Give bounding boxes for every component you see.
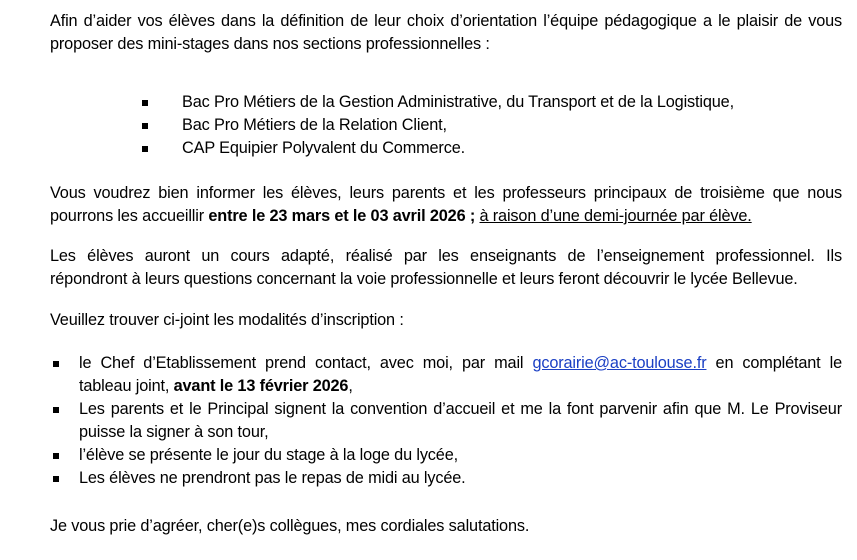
square-bullet-icon bbox=[142, 123, 148, 129]
section-label: CAP Equipier Polyvalent du Commerce. bbox=[182, 139, 465, 157]
step-1-prefix: le Chef d’Etablissement prend contact, avec moi, par mail bbox=[79, 354, 533, 372]
list-item bbox=[50, 91, 842, 114]
course-paragraph bbox=[50, 245, 842, 291]
square-bullet-icon bbox=[142, 100, 148, 106]
square-bullet-icon bbox=[142, 146, 148, 152]
info-line-2-prefix: pourrons les accueillir bbox=[50, 207, 209, 225]
modalities-list bbox=[50, 352, 842, 490]
step-1-line-2-prefix: tableau joint, bbox=[79, 377, 174, 395]
section-label: Bac Pro Métiers de la Gestion Administrative, du Transport et de la Logistique, bbox=[182, 93, 734, 111]
step-2-line-1: Les parents et le Principal signent la convention d’accueil et me la font parvenir afin que M. Le Proviseur bbox=[79, 400, 842, 418]
letter-body bbox=[50, 10, 842, 538]
dates-text: entre le 23 mars et le 03 avril 2026 ; bbox=[208, 207, 476, 225]
square-bullet-icon bbox=[53, 407, 59, 413]
intro-line-1: Afin d’aider vos élèves dans la définition de leur choix d’orientation l’équipe pédagogique a le plaisir de vous bbox=[50, 12, 842, 30]
step-3-text: l’élève se présente le jour du stage à la loge du lycée, bbox=[79, 446, 458, 464]
step-1-line-2-suffix: , bbox=[348, 377, 353, 395]
step-4-text: Les élèves ne prendront pas le repas de midi au lycée. bbox=[79, 469, 466, 487]
closing-salutation: Je vous prie d’agréer, cher(e)s collègues, mes cordiales salutations. bbox=[50, 517, 530, 535]
step-1-line-1 bbox=[79, 352, 842, 375]
list-item bbox=[50, 114, 842, 137]
course-line-2: répondront à leurs questions concernant la voie professionnelle et leurs feront découvrir le lycée Bellevue. bbox=[50, 270, 798, 288]
square-bullet-icon bbox=[53, 453, 59, 459]
deadline-text: avant le 13 février 2026 bbox=[173, 377, 349, 395]
step-2-line-2: puisse la signer à son tour, bbox=[79, 423, 269, 441]
list-item bbox=[50, 467, 842, 490]
frequency-text: à raison d’une demi-journée par élève. bbox=[479, 207, 752, 225]
info-line-2 bbox=[50, 205, 842, 228]
email-link[interactable]: gcorairie@ac-toulouse.fr bbox=[532, 354, 707, 372]
list-item bbox=[50, 444, 842, 467]
square-bullet-icon bbox=[53, 476, 59, 482]
intro-paragraph bbox=[50, 10, 842, 56]
intro-line-2: proposer des mini-stages dans nos sections professionnelles : bbox=[50, 35, 490, 53]
square-bullet-icon bbox=[53, 361, 59, 367]
list-item bbox=[50, 398, 842, 444]
sections-list bbox=[50, 91, 842, 160]
section-label: Bac Pro Métiers de la Relation Client, bbox=[182, 116, 447, 134]
info-line-1: Vous voudrez bien informer les élèves, leurs parents et les professeurs principaux de troisième que nous bbox=[50, 184, 842, 202]
step-1-line-2 bbox=[79, 375, 842, 398]
info-paragraph bbox=[50, 182, 842, 228]
modalities-intro: Veuillez trouver ci-joint les modalités d’inscription : bbox=[50, 311, 404, 329]
list-item bbox=[50, 352, 842, 398]
course-line-1: Les élèves auront un cours adapté, réalisé par les enseignants de l’enseignement professionnel. Ils bbox=[50, 247, 842, 265]
step-1-suffix: en complétant le bbox=[706, 354, 842, 372]
list-item bbox=[50, 137, 842, 160]
